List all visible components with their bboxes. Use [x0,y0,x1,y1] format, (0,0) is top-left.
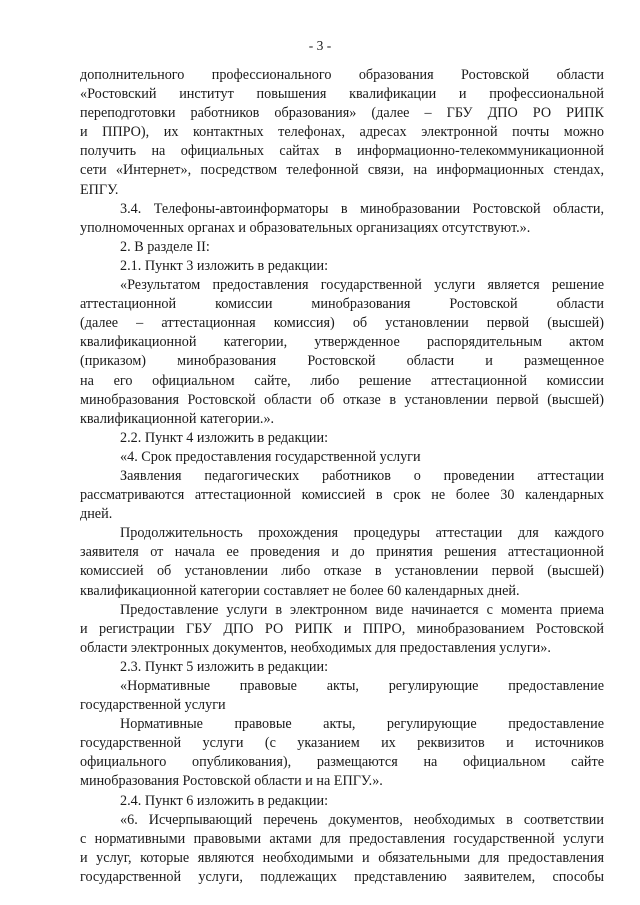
text-line: государственной услуги [80,697,226,714]
text-line: 3.4. Телефоны-автоинформаторы в минобразовании Ростовской области, [120,200,604,217]
text-line: и ППРО), их контактных телефонах, адресах электронной почты можно [80,124,604,141]
text-line: «Результатом предоставления государственной услуги является решение [120,277,604,294]
text-line: квалификационной категории, утвержденное распорядительным актом [80,334,604,351]
text-line: ЕПГУ. [80,181,119,198]
text-line: уполномоченных органах и образовательных организациях отсутствуют.». [80,219,531,236]
text-line: и регистрации ГБУ ДПО РО РИПК и ППРО, минобразованием Ростовской [80,620,604,637]
text-line: «Нормативные правовые акты, регулирующие предоставление [120,678,604,694]
text-line: «4. Срок предоставления государственной услуги [120,448,421,465]
text-line: квалификационной категории составляет не более 60 календарных дней. [80,582,520,599]
text-line: 2. В разделе II: [120,238,210,255]
text-line: (далее – аттестационная комиссия) об установлении первой (высшей) [80,315,604,332]
text-line: минобразования Ростовской области об отказе в установлении первой (высшей) [80,391,604,408]
page-number: - 3 - [308,38,332,53]
text-line: с нормативными правовыми актами для предоставления государственной услуги [80,830,604,847]
document-body [80,66,604,887]
text-line: государственной услуги, подлежащих представлению заявителем, способы [80,868,604,885]
text-line: официального опубликования), размещаются на официальном сайте [80,754,604,771]
text-line: и услуг, которые являются необходимыми и обязательными для предоставления [80,849,604,866]
text-line: аттестационной комиссии минобразования Ростовской области [80,296,604,313]
text-line: 2.3. Пункт 5 изложить в редакции: [120,658,329,675]
text-line: заявителя от начала ее проведения и до принятия решения аттестационной [80,544,604,561]
text-line: минобразования Ростовской области и на ЕПГУ.». [80,773,383,790]
text-line: на его официальном сайте, либо решение аттестационной комиссии [80,372,604,389]
text-line: Продолжительность прохождения процедуры аттестации для каждого [120,525,604,542]
text-line: сети «Интернет», посредством телефонной связи, на информационных стендах, [80,162,604,179]
text-line: «6. Исчерпывающий перечень документов, необходимых в соответствии [120,811,604,828]
text-line: комиссией об установлении либо отказе в установлении первой (высшей) [80,563,604,580]
text-line: (приказом) минобразования Ростовской области и размещенное [80,353,604,370]
text-line: 2.2. Пункт 4 изложить в редакции: [120,429,329,446]
text-line: Заявления педагогических работников о проведении аттестации [120,467,604,484]
text-line: получить на официальных сайтах в информационно-телекоммуникационной [80,143,604,160]
text-line: дополнительного профессионального образования Ростовской области [80,67,604,83]
text-line: государственной услуги (с указанием их реквизитов и источников [80,735,604,752]
text-line: рассматриваются аттестационной комиссией в срок не более 30 календарных [80,487,604,504]
text-line: «Ростовский институт повышения квалификации и профессиональной [80,86,604,103]
text-line: квалификационной категории.». [80,410,275,427]
text-line: Нормативные правовые акты, регулирующие предоставление [120,716,604,733]
text-line: 2.4. Пункт 6 изложить в редакции: [120,792,329,809]
text-line: 2.1. Пункт 3 изложить в редакции: [120,257,329,274]
text-line: Предоставление услуги в электронном виде начинается с момента приема [120,601,604,618]
text-line: области электронных документов, необходимых для предоставления услуги». [80,639,551,656]
text-line: переподготовки работников образования» (далее – ГБУ ДПО РО РИПК [80,105,604,122]
text-line: дней. [80,506,113,523]
